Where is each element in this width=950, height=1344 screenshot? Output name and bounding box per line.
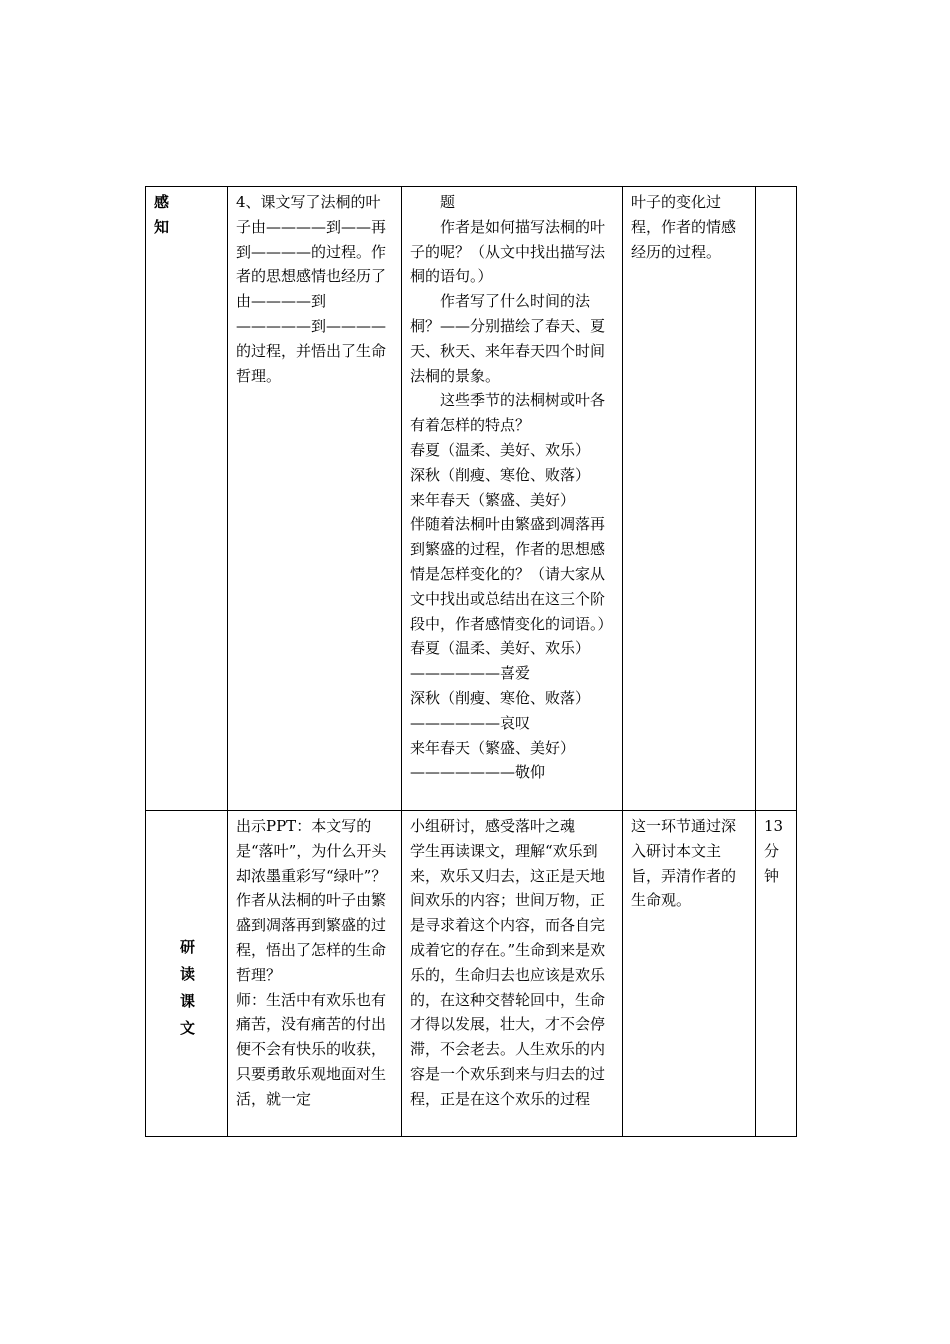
time-text: 13分钟 — [764, 817, 784, 885]
time-cell — [756, 187, 797, 811]
teacher-activity-text: 出示PPT：本文写的是“落叶”，为什么开头却浓墨重彩写“绿叶”？ — [236, 817, 387, 885]
process-paragraph: 伴随着法桐叶由繁盛到凋落再到繁盛的过程，作者的思想感情是怎样变化的？（请大家从文中找出或总结出在这三个阶段中，作者感情变化的词语。） — [410, 515, 613, 633]
process-paragraph: 深秋（削瘦、寒伧、败落）——————哀叹 — [410, 688, 591, 732]
teacher-activity-cell — [228, 187, 402, 811]
section-label-cell — [146, 811, 228, 1137]
teacher-activity-text: 作者从法桐的叶子由繁盛到凋落再到繁盛的过程，悟出了怎样的生命哲理？ — [236, 891, 387, 984]
design-intent-text: 这一环节通过深入研讨本文主旨，弄清作者的生命观。 — [631, 817, 737, 910]
design-intent-text: 叶子的变化过程，作者的情感经历的过程。 — [631, 193, 737, 261]
process-paragraph: 春夏（温柔、美好、欢乐）——————喜爱 — [410, 639, 591, 683]
design-intent-cell — [623, 811, 756, 1137]
process-paragraph: 来年春天（繁盛、美好） — [410, 490, 576, 509]
section-label-cell — [146, 187, 228, 811]
process-paragraph: 小组研讨，感受落叶之魂 — [410, 817, 576, 835]
process-paragraph: 深秋（削瘦、寒伧、败落） — [410, 465, 591, 484]
process-paragraph: 学生再读课文，理解“欢乐到来，欢乐又归去，这正是天地间欢乐的内容；世间万物，正是寻求着这个内容，而各自完成着它的存在。”生命到来是欢乐的，生命归去也应该是欢乐的，在这种交替轮回中，生命才得以发展，壮大，才不会停滞，不会老去。人生欢乐的内容是一个欢乐到来与归去的过程，正是在这个欢乐的过程 — [410, 841, 606, 1108]
section-label: 感知 — [154, 193, 170, 236]
process-paragraph: 题 — [440, 193, 456, 211]
process-paragraph: 作者写了什么时间的法桐？——分别描绘了春天、夏天、秋天、来年春天四个时间法桐的景象。 — [410, 292, 606, 385]
time-cell — [756, 811, 797, 1137]
process-paragraph: 这些季节的法桐树或叶各有着怎样的特点？ — [410, 391, 606, 435]
table-row-study-text — [146, 811, 797, 1137]
section-label: 研读课文 — [180, 937, 196, 1037]
table-row-perception — [146, 187, 797, 811]
teacher-activity-text: 师：生活中有欢乐也有痛苦，没有痛苦的付出便不会有快乐的收获，只要勇敢乐观地面对生活，就一定 — [236, 990, 387, 1108]
lesson-plan-table — [145, 186, 797, 1137]
process-paragraph: 作者是如何描写法桐的叶子的呢？（从文中找出描写法桐的语句。） — [410, 217, 606, 286]
process-paragraph: 春夏（温柔、美好、欢乐） — [410, 440, 591, 459]
teacher-activity-text: 4、课文写了法桐的叶子由————到——再到————的过程。作者的思想感情也经历了由————到—————到————的过程，并悟出了生命哲理。 — [236, 193, 387, 385]
student-process-cell — [402, 187, 623, 811]
design-intent-cell — [623, 187, 756, 811]
student-process-cell — [402, 811, 623, 1137]
process-paragraph: 来年春天（繁盛、美好）———————敬仰 — [410, 738, 576, 782]
teacher-activity-cell — [228, 811, 402, 1137]
